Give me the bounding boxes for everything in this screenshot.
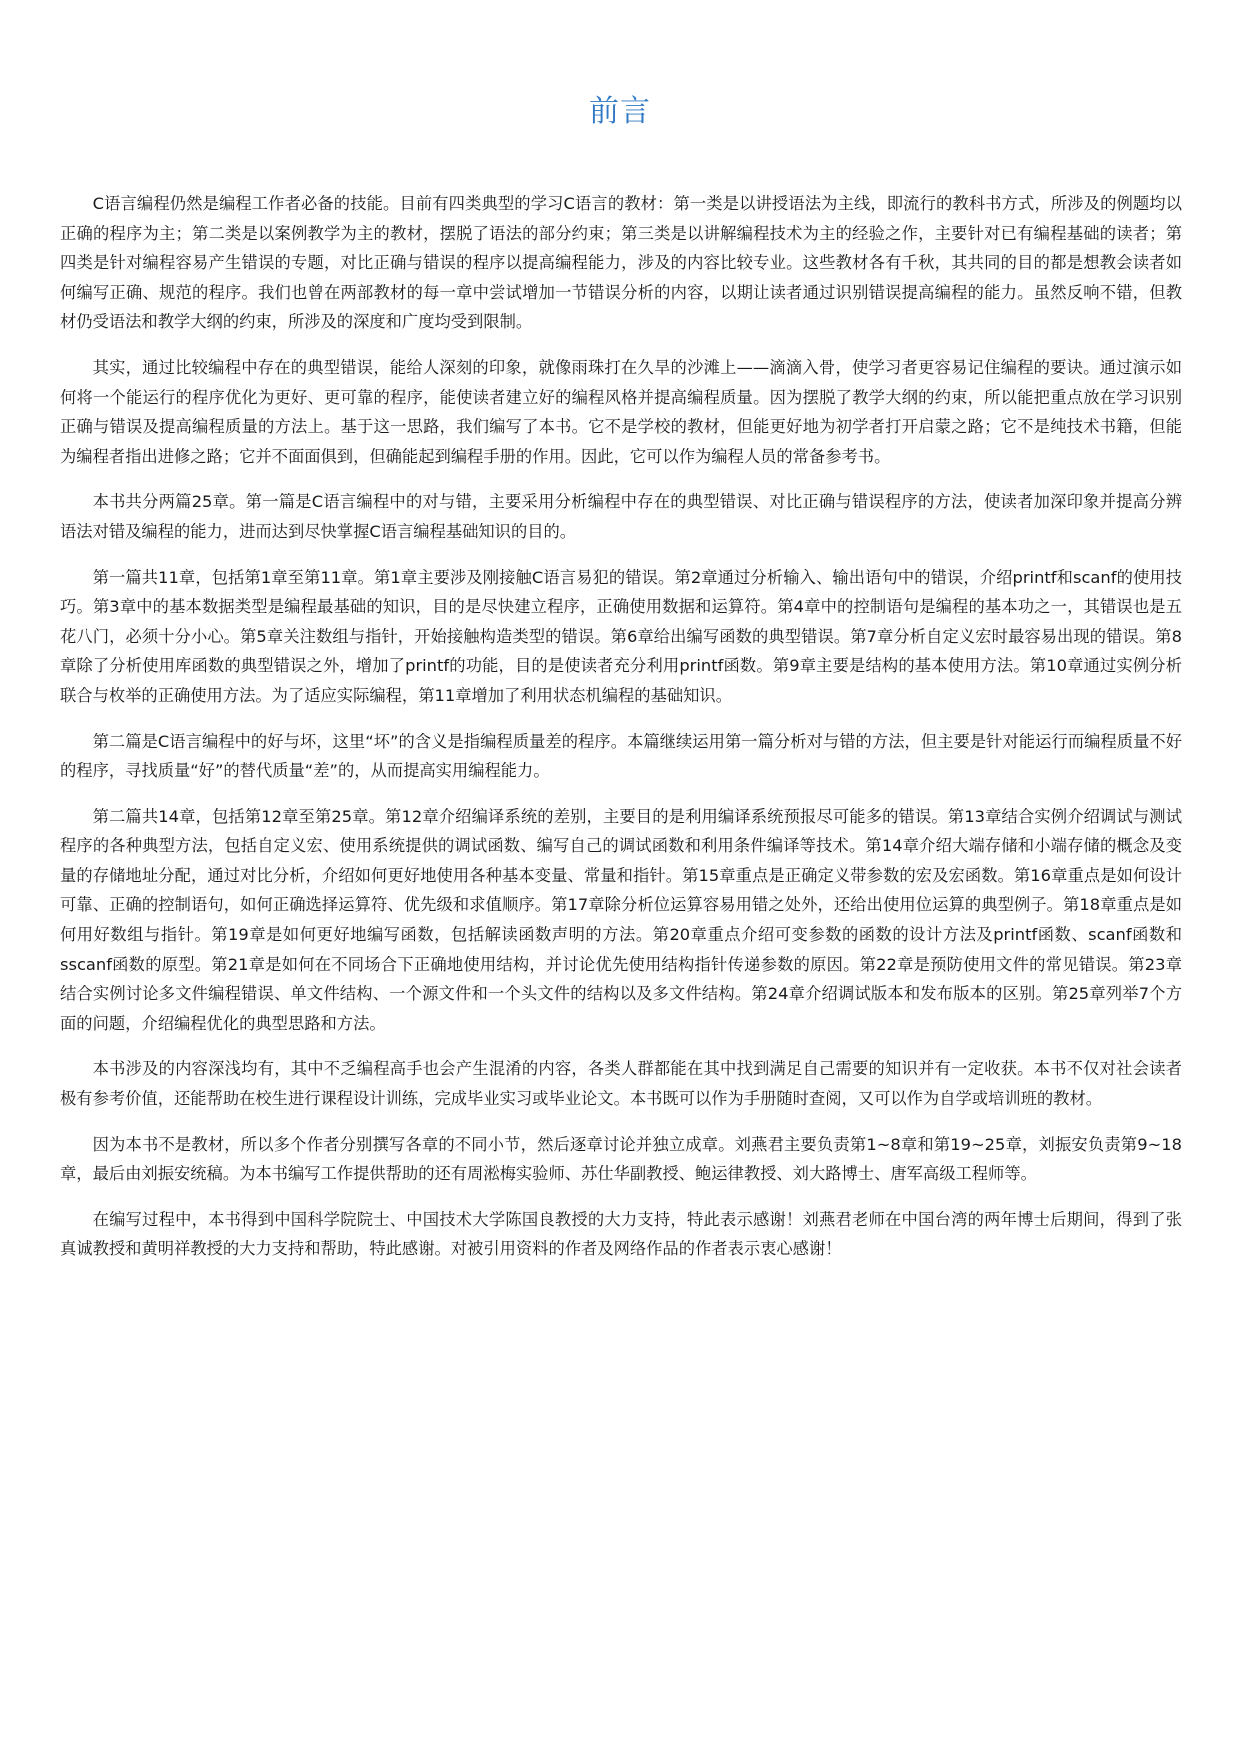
paragraph-9: 在编写过程中，本书得到中国科学院院士、中国技术大学陈国良教授的大力支持，特此表示感谢！刘燕君老师在中国台湾的两年博士后期间，得到了张真诚教授和黄明祥教授的大力支持和帮助，特此感谢。对被引用资料的作者及网络作品的作者表示衷心感谢！ — [60, 1209, 1182, 1259]
paragraph-2: 其实，通过比较编程中存在的典型错误，能给人深刻的印象，就像雨珠打在久旱的沙滩上——滴滴入骨，使学习者更容易记住编程的要诀。通过演示如何将一个能运行的程序优化为更好、更可靠的程序，能使读者建立好的编程风格并提高编程质量。因为摆脱了教学大纲的约束，所以能把重点放在学习识别正确与错误及提高编程质量的方法上。基于这一思路，我们编写了本书。它不是学校的教材，但能更好地为初学者打开启蒙之路；它不是纯技术书籍，但能为编程者指出进修之路；它并不面面俱到，但确能起到编程手册的作用。因此，它可以作为编程人员的常备参考书。 — [60, 357, 1182, 466]
paragraph-5: 第二篇是C语言编程中的好与坏，这里“坏”的含义是指编程质量差的程序。本篇继续运用第一篇分析对与错的方法，但主要是针对能运行而编程质量不好的程序，寻找质量“好”的替代质量“差”的，从而提高实用编程能力。 — [60, 731, 1182, 781]
paragraph-1: C语言编程仍然是编程工作者必备的技能。目前有四类典型的学习C语言的教材：第一类是以讲授语法为主线，即流行的教科书方式，所涉及的例题均以正确的程序为主；第二类是以案例教学为主的教材，摆脱了语法的部分约束；第三类是以讲解编程技术为主的经验之作，主要针对已有编程基础的读者；第四类是针对编程容易产生错误的专题，对比正确与错误的程序以提高编程能力，涉及的内容比较专业。这些教材各有千秋，其共同的目的都是想教会读者如何编写正确、规范的程序。我们也曾在两部教材的每一章中尝试增加一节错误分析的内容，以期让读者通过识别错误提高编程的能力。虽然反响不错，但教材仍受语法和教学大纲的约束，所涉及的深度和广度均受到限制。 — [60, 194, 1182, 332]
paragraph-4: 第一篇共11章，包括第1章至第11章。第1章主要涉及刚接触C语言易犯的错误。第2章通过分析输入、输出语句中的错误，介绍printf和scanf的使用技巧。第3章中的基本数据类型是编程最基础的知识，目的是尽快建立程序，正确使用数据和运算符。第4章中的控制语句是编程的基本功之一，其错误也是五花八门，必须十分小心。第5章关注数组与指针，开始接触构造类型的错误。第6章给出编写函数的典型错误。第7章分析自定义宏时最容易出现的错误。第8章除了分析使用库函数的典型错误之外，增加了printf的功能，目的是使读者充分利用printf函数。第9章主要是结构的基本使用方法。第10章通过实例分析联合与枚举的正确使用方法。为了适应实际编程，第11章增加了利用状态机编程的基础知识。 — [60, 567, 1182, 705]
paragraph-8: 因为本书不是教材，所以多个作者分别撰写各章的不同小节，然后逐章讨论并独立成章。刘燕君主要负责第1~8章和第19~25章，刘振安负责第9~18章，最后由刘振安统稿。为本书编写工作提供帮助的还有周淞梅实验师、苏仕华副教授、鲍运律教授、刘大路博士、唐军高级工程师等。 — [60, 1134, 1182, 1184]
page-title: 前言 — [589, 94, 651, 130]
paragraph-7: 本书涉及的内容深浅均有，其中不乏编程高手也会产生混淆的内容，各类人群都能在其中找到满足自己需要的知识并有一定收获。本书不仅对社会读者极有参考价值，还能帮助在校生进行课程设计训练，完成毕业实习或毕业论文。本书既可以作为手册随时查阅，又可以作为自学或培训班的教材。 — [60, 1059, 1182, 1109]
paragraph-6: 第二篇共14章，包括第12章至第25章。第12章介绍编译系统的差别，主要目的是利用编译系统预报尽可能多的错误。第13章结合实例介绍调试与测试程序的各种典型方法，包括自定义宏、使用系统提供的调试函数、编写自己的调试函数和利用条件编译等技术。第14章介绍大端存储和小端存储的概念及变量的存储地址分配，通过对比分析，介绍如何更好地使用各种基本变量、常量和指针。第15章重点是正确定义带参数的宏及宏函数。第16章重点是如何设计可靠、正确的控制语句，如何正确选择运算符、优先级和求值顺序。第17章除分析位运算容易用错之处外，还给出使用位运算的典型例子。第18章重点是如何用好数组与指针。第19章是如何更好地编写函数，包括解读函数声明的方法。第20章重点介绍可变参数的函数的设计方法及printf函数、scanf函数和sscanf函数的原型。第21章是如何在不同场合下正确地使用结构，并讨论优先使用结构指针传递参数的原因。第22章是预防使用文件的常见错误。第23章结合实例讨论多文件编程错误、单文件结构、一个源文件和一个头文件的结构以及多文件结构。第24章介绍调试版本和发布版本的区别。第25章列举7个方面的问题，介绍编程优化的典型思路和方法。 — [60, 806, 1182, 1033]
preface-body — [60, 189, 1182, 1280]
paragraph-3: 本书共分两篇25章。第一篇是C语言编程中的对与错，主要采用分析编程中存在的典型错误、对比正确与错误程序的方法，使读者加深印象并提高分辨语法对错及编程的能力，进而达到尽快掌握C语言编程基础知识的目的。 — [60, 492, 1182, 541]
